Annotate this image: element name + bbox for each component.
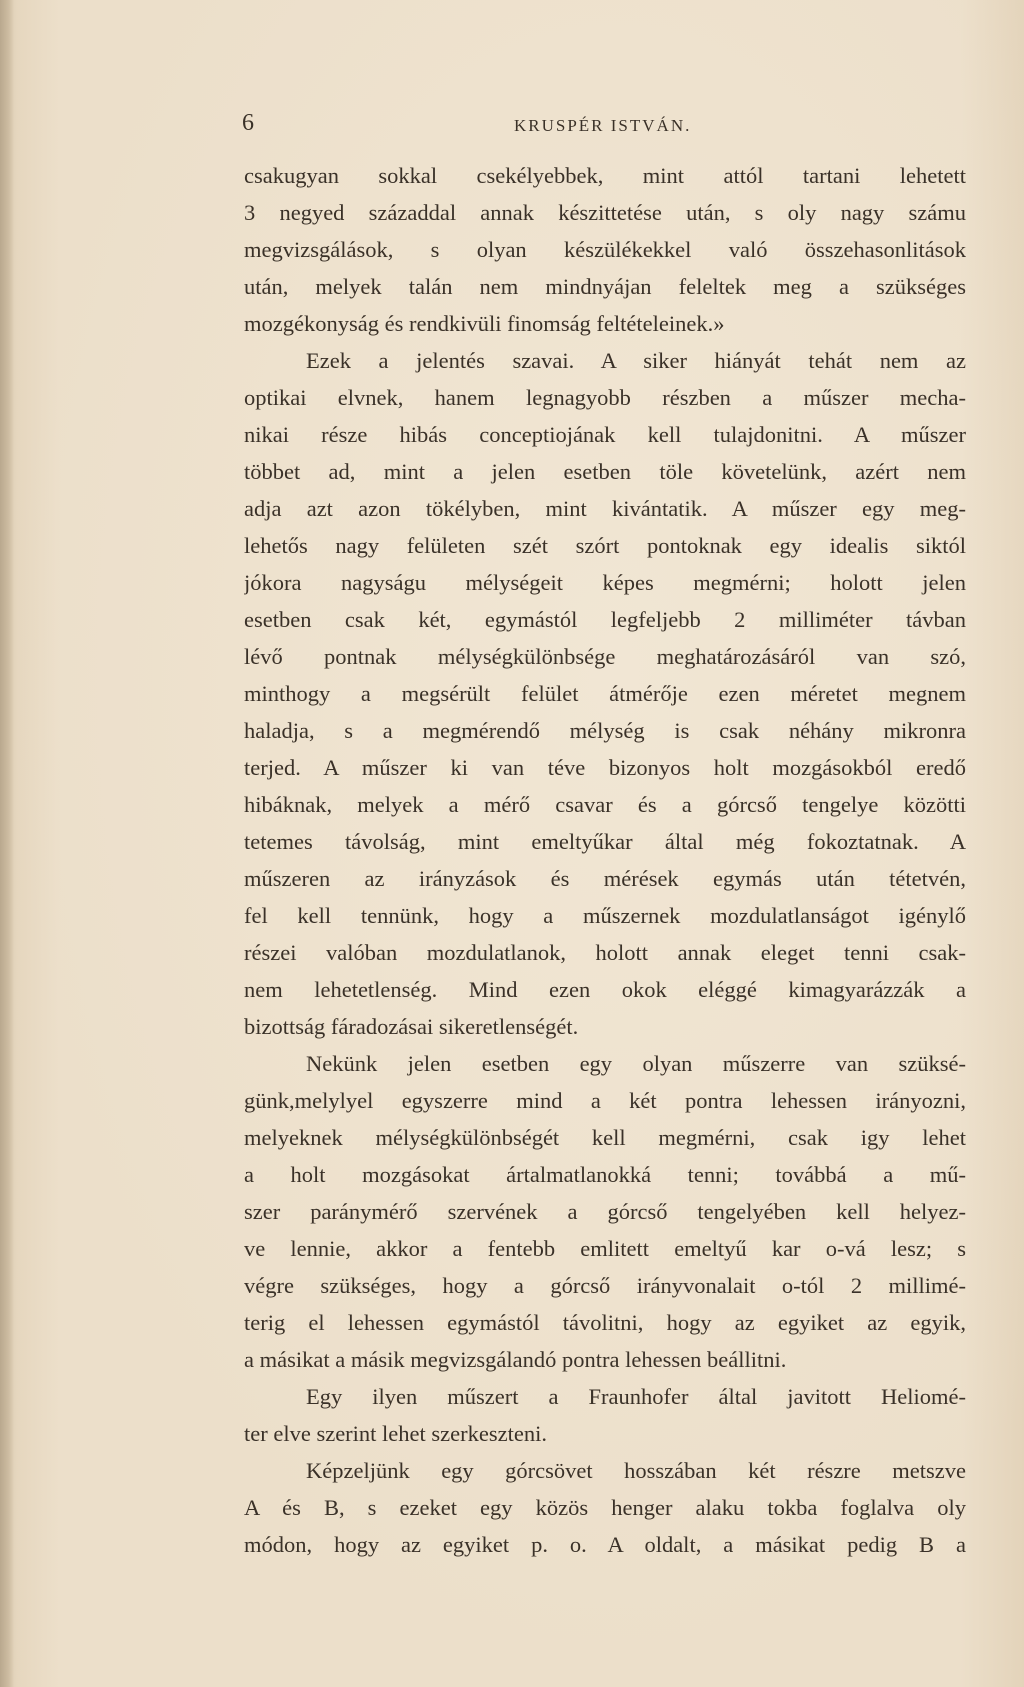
text-line: Nekünk jelen esetben egy olyan műszerre van szüksé- (306, 1051, 966, 1076)
text-line: jókora nagyságu mélységeit képes megmérni; holott jelen (244, 570, 966, 595)
text-line: nem lehetetlenség. Mind ezen okok eléggé kimagyarázzák a (244, 977, 966, 1002)
text-line: szer paránymérő szervének a górcső tengelyében kell helyez- (244, 1199, 966, 1224)
text-line: Képzeljünk egy górcsövet hosszában két részre metszve (306, 1458, 966, 1483)
text-line: bizottság fáradozásai sikeretlenségét. (244, 1014, 579, 1039)
text-line: ve lennie, akkor a fentebb emlitett emeltyű kar o-vá lesz; s (244, 1236, 966, 1261)
text-line: után, melyek talán nem mindnyájan feleltek meg a szükséges (244, 274, 966, 299)
body-text (244, 157, 966, 1563)
text-line: hibáknak, melyek a mérő csavar és a górcső tengelye közötti (244, 792, 966, 817)
text-line: tetemes távolság, mint emeltyűkar által még fokoztatnak. A (244, 829, 966, 854)
text-line: módon, hogy az egyiket p. o. A oldalt, a másikat pedig B a (244, 1532, 966, 1557)
text-line: többet ad, mint a jelen esetben töle követelünk, azért nem (244, 459, 966, 484)
text-line: részei valóban mozdulatlanok, holott annak eleget tenni csak- (244, 940, 966, 965)
text-line: 3 negyed századdal annak készittetése után, s oly nagy számu (244, 200, 966, 225)
running-head (242, 110, 962, 140)
running-head-title: KRUSPÉR ISTVÁN. (514, 116, 692, 135)
text-line: Egy ilyen műszert a Fraunhofer által javitott Heliomé- (306, 1384, 966, 1409)
text-line: fel kell tennünk, hogy a műszernek mozdulatlanságot igénylő (244, 903, 966, 928)
page-binding-edge (0, 0, 14, 1687)
text-line: műszeren az irányzások és mérések egymás után tétetvén, (244, 866, 966, 891)
text-line: nikai része hibás conceptiojának kell tulajdonitni. A műszer (244, 422, 966, 447)
text-line: lehetős nagy felületen szét szórt pontoknak egy idealis siktól (244, 533, 966, 558)
text-line: ter elve szerint lehet szerkeszteni. (244, 1421, 547, 1446)
text-line: végre szükséges, hogy a górcső irányvonalait o-tól 2 millimé- (244, 1273, 966, 1298)
text-line: terig el lehessen egymástól távolitni, hogy az egyiket az egyik, (244, 1310, 966, 1335)
text-line: a holt mozgásokat ártalmatlanokká tenni; továbbá a mű- (244, 1162, 966, 1187)
text-line: optikai elvnek, hanem legnagyobb részben a műszer mecha- (244, 385, 966, 410)
text-line: adja azt azon tökélyben, mint kivántatik. A műszer egy meg- (244, 496, 966, 521)
text-line: Ezek a jelentés szavai. A siker hiányát tehát nem az (306, 348, 966, 373)
text-line: megvizsgálások, s olyan készülékekkel való összehasonlitások (244, 237, 966, 262)
text-line: minthogy a megsérült felület átmérője ezen méretet megnem (244, 681, 966, 706)
text-line: esetben csak két, egymástól legfeljebb 2 milliméter távban (244, 607, 966, 632)
text-line: mozgékonyság és rendkivüli finomság feltételeinek.» (244, 311, 725, 336)
page-number: 6 (242, 110, 254, 136)
text-line: terjed. A műszer ki van téve bizonyos holt mozgásokból eredő (244, 755, 966, 780)
text-line: a másikat a másik megvizsgálandó pontra lehessen beállitni. (244, 1347, 787, 1372)
text-line: A és B, s ezeket egy közös henger alaku tokba foglalva oly (244, 1495, 966, 1520)
text-line: melyeknek mélységkülönbségét kell megmérni, csak igy lehet (244, 1125, 966, 1150)
text-line: csakugyan sokkal csekélyebbek, mint attól tartani lehetett (244, 163, 966, 188)
text-line: haladja, s a megmérendő mélység is csak néhány mikronra (244, 718, 966, 743)
text-line: günk,melylyel egyszerre mind a két pontra lehessen irányozni, (244, 1088, 966, 1113)
text-line: lévő pontnak mélységkülönbsége meghatározásáról van szó, (244, 644, 966, 669)
